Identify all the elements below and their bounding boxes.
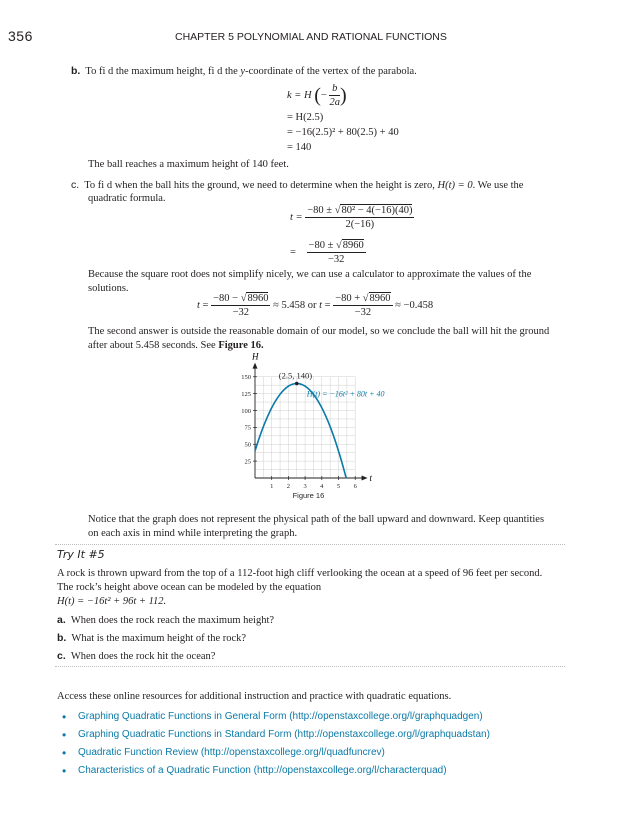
chapter-header	[175, 31, 447, 43]
x-tick-label: 6	[353, 483, 357, 490]
x-tick-label: 1	[270, 483, 274, 490]
part-b-label: b.	[71, 65, 81, 77]
quadratic-simplified: = $\frac{-80 \pm √8960}{-32}$	[290, 240, 364, 265]
domain-paragraph: The second answer is outside the reasonable domain of our model, so we conclude the ball will hit the ground	[88, 326, 550, 337]
chapter-number: CHAPTER 5	[175, 31, 234, 43]
try-it-bottom-divider	[55, 666, 565, 667]
chapter-title: POLYNOMIAL AND RATIONAL FUNCTIONS	[236, 31, 447, 43]
figure-16-chart	[230, 350, 400, 505]
graph-note: Notice that the graph does not represent the physical path of the ball upward and downward. Keep quantities	[88, 514, 545, 525]
y-axis-label: H	[252, 351, 259, 362]
part-c-intro-2: quadratic formula.	[88, 193, 166, 204]
y-tick-label: 50	[244, 441, 251, 449]
try-it-top-divider	[55, 544, 565, 545]
x-tick-label: 5	[336, 483, 341, 490]
x-axis-arrow	[362, 476, 368, 481]
part-c-intro: c. To fi d when the ball hits the ground, we need to determine when the height is zero, H(t) = 0. We use the	[71, 179, 524, 191]
domain-paragraph-2: after about 5.458 seconds. See Figure 16.	[88, 340, 264, 351]
try-it-question-a: a. When does the rock reach the maximum height?	[57, 614, 275, 626]
y-tick-label: 125	[241, 390, 251, 398]
try-it-problem: A rock is thrown upward from the top of a 112-foot high cliff verlooking the ocean at a speed of 96 feet per second.	[57, 568, 543, 579]
figure-caption: Figure 16	[292, 491, 325, 500]
vertex-equation: k = H (− $\frac{b}{2a}$ )	[287, 83, 347, 108]
try-it-problem-2: The rock’s height above ocean can be modeled by the equation	[57, 582, 322, 593]
quadratic-formula: t = $\frac{\text{−80 ± √80² − 4(−16)(40)}}{2(-16)}$	[290, 205, 413, 230]
x-tick-label: 4	[320, 483, 324, 490]
function-label: H(t) = −16t² + 80t + 40	[306, 389, 385, 399]
vertex-label: (2.5, 140)	[278, 370, 313, 381]
vertex-line-4: = 140	[287, 142, 312, 153]
y-tick-label: 75	[244, 424, 251, 432]
resource-link-general-form[interactable]: • Graphing Quadratic Functions in General Form (http://openstaxcollege.org/l/graphquadgen)	[62, 710, 490, 728]
x-axis-label: t	[369, 473, 373, 483]
graph-note-2: on each axis in mind while interpreting the graph.	[88, 528, 298, 539]
resources-intro: Access these online resources for additional instruction and practice with quadratic equations.	[57, 691, 452, 702]
y-axis-arrow	[253, 363, 258, 369]
solutions-equation: t = $\frac{-80 - √8960}{-32}$ ≈ 5.458 or t = $\frac{-80 + √8960}{-32}$ ≈ −0.458	[197, 293, 434, 318]
vertex-line-2: = H(2.5)	[287, 112, 324, 123]
x-tick-label: 3	[303, 483, 307, 490]
calculator-paragraph-2: solutions.	[88, 283, 129, 294]
try-it-question-b: b. What is the maximum height of the rock?	[57, 632, 247, 644]
part-b-intro: b. To fi d the maximum height, fi d the y-coordinate of the vertex of the parabola.	[71, 65, 417, 77]
resource-link-characteristics[interactable]: • Characteristics of a Quadratic Function (http://openstaxcollege.org/l/characterquad)	[62, 764, 490, 782]
y-tick-label: 100	[241, 407, 251, 415]
resource-link-standard-form[interactable]: • Graphing Quadratic Functions in Standard Form (http://openstaxcollege.org/l/graphquadstan)	[62, 728, 490, 746]
vertex-line-3: = −16(2.5)² + 80(2.5) + 40	[287, 127, 399, 138]
resource-links	[62, 710, 490, 782]
try-it-equation: H(t) = −16t² + 96t + 112.	[57, 596, 167, 607]
x-tick-label: 2	[286, 483, 291, 490]
calculator-paragraph: Because the square root does not simplify nicely, we can use a calculator to approximate the values of the	[88, 269, 532, 280]
max-height-conclusion: The ball reaches a maximum height of 140 feet.	[88, 159, 289, 170]
vertex-point	[295, 382, 299, 386]
y-tick-label: 25	[244, 458, 251, 466]
try-it-heading: Try It #5	[57, 548, 105, 561]
page-number: 356	[8, 28, 33, 44]
try-it-question-c: c. When does the rock hit the ocean?	[57, 650, 216, 662]
part-c-label: c.	[71, 179, 80, 191]
figure-reference: Figure 16.	[218, 340, 264, 351]
y-tick-label: 150	[241, 374, 251, 382]
resource-link-function-review[interactable]: • Quadratic Function Review (http://openstaxcollege.org/l/quadfuncrev)	[62, 746, 490, 764]
